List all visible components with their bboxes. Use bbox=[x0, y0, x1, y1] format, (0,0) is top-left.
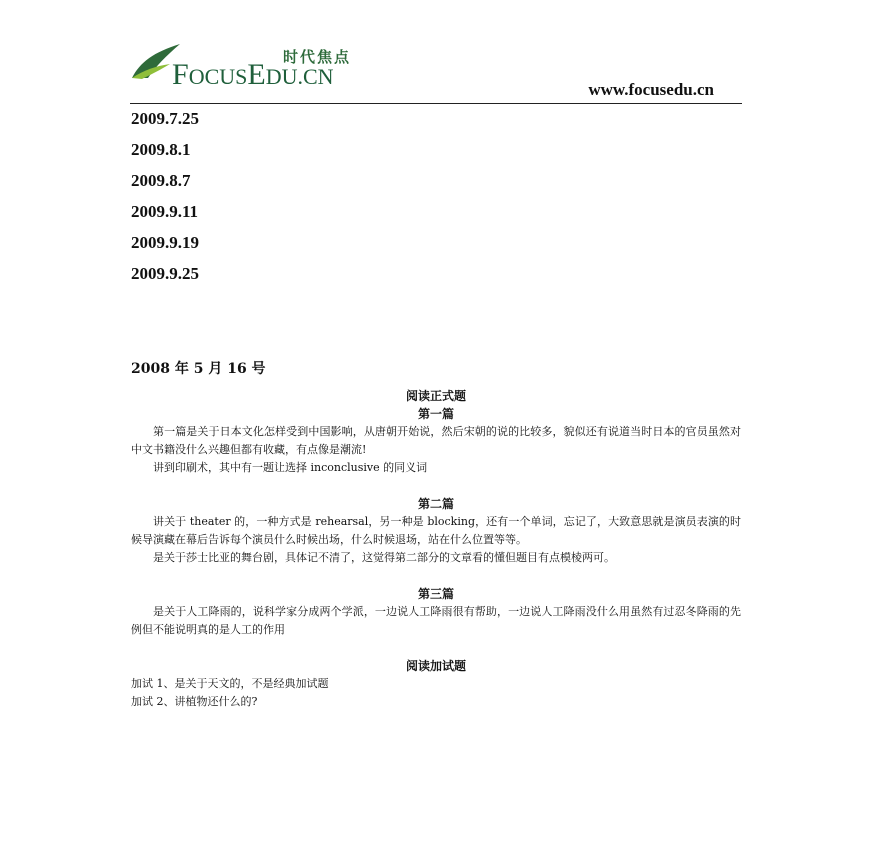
header-divider bbox=[130, 103, 742, 104]
reading-content bbox=[131, 387, 741, 711]
date-item: 2009.8.1 bbox=[131, 140, 191, 159]
focusedu-logo bbox=[130, 40, 390, 100]
date-item: 2009.9.11 bbox=[131, 202, 199, 221]
section-paragraph: 是关于人工降雨的，说科学家分成两个学派，一边说人工降雨很有帮助，一边说人工降雨没什么用虽然有过忍冬降雨的先例但不能说明真的是人工的作用 bbox=[131, 605, 741, 636]
date-item: 2009.8.7 bbox=[131, 171, 191, 190]
section-paragraph: 讲到印刷术，其中有一题让选择 inconclusive 的同义词 bbox=[153, 461, 428, 474]
section-title: 第一篇 bbox=[417, 407, 454, 421]
section-title: 第三篇 bbox=[417, 587, 454, 601]
date-item: 2009.7.25 bbox=[131, 109, 199, 128]
extra-title: 阅读加试题 bbox=[405, 659, 466, 673]
extra-item: 加试 2、讲植物还什么的? bbox=[131, 695, 258, 708]
date-item: 2009.9.19 bbox=[131, 233, 199, 252]
date-item: 2009.9.25 bbox=[131, 264, 199, 283]
extra-item: 加试 1、是关于天文的，不是经典加试题 bbox=[131, 677, 329, 690]
site-url[interactable]: www.focusedu.cn bbox=[588, 80, 714, 99]
page-header bbox=[130, 40, 742, 104]
section-paragraph: 讲关于 theater 的，一种方式是 rehearsal，另一种是 blocking，还有一个单词，忘记了，大致意思就是演员表演的时候导演藏在幕后告诉每个演员什么时候出场，什么时候退场，站在什么位置等等。 bbox=[131, 515, 741, 546]
section-paragraph: 第一篇是关于日本文化怎样受到中国影响，从唐朝开始说，然后宋朝的说的比较多，貌似还有说道当时日本的官员虽然对中文书籍没什么兴趣但都有收藏，有点像是潮流! bbox=[131, 425, 741, 456]
logo-chinese-text: 时代焦点 bbox=[283, 48, 352, 66]
section-paragraph: 是关于莎士比亚的舞台剧，具体记不清了，这觉得第二部分的文章看的懂但题目有点模棱两可。 bbox=[153, 551, 615, 564]
exam-date-heading: 2008 年 5 月 16 号 bbox=[131, 361, 266, 377]
date-list bbox=[131, 109, 199, 295]
section-title: 第二篇 bbox=[417, 497, 454, 511]
reading-title: 阅读正式题 bbox=[405, 389, 466, 403]
logo-english-text: FOCUSEDU.CN bbox=[172, 58, 334, 91]
